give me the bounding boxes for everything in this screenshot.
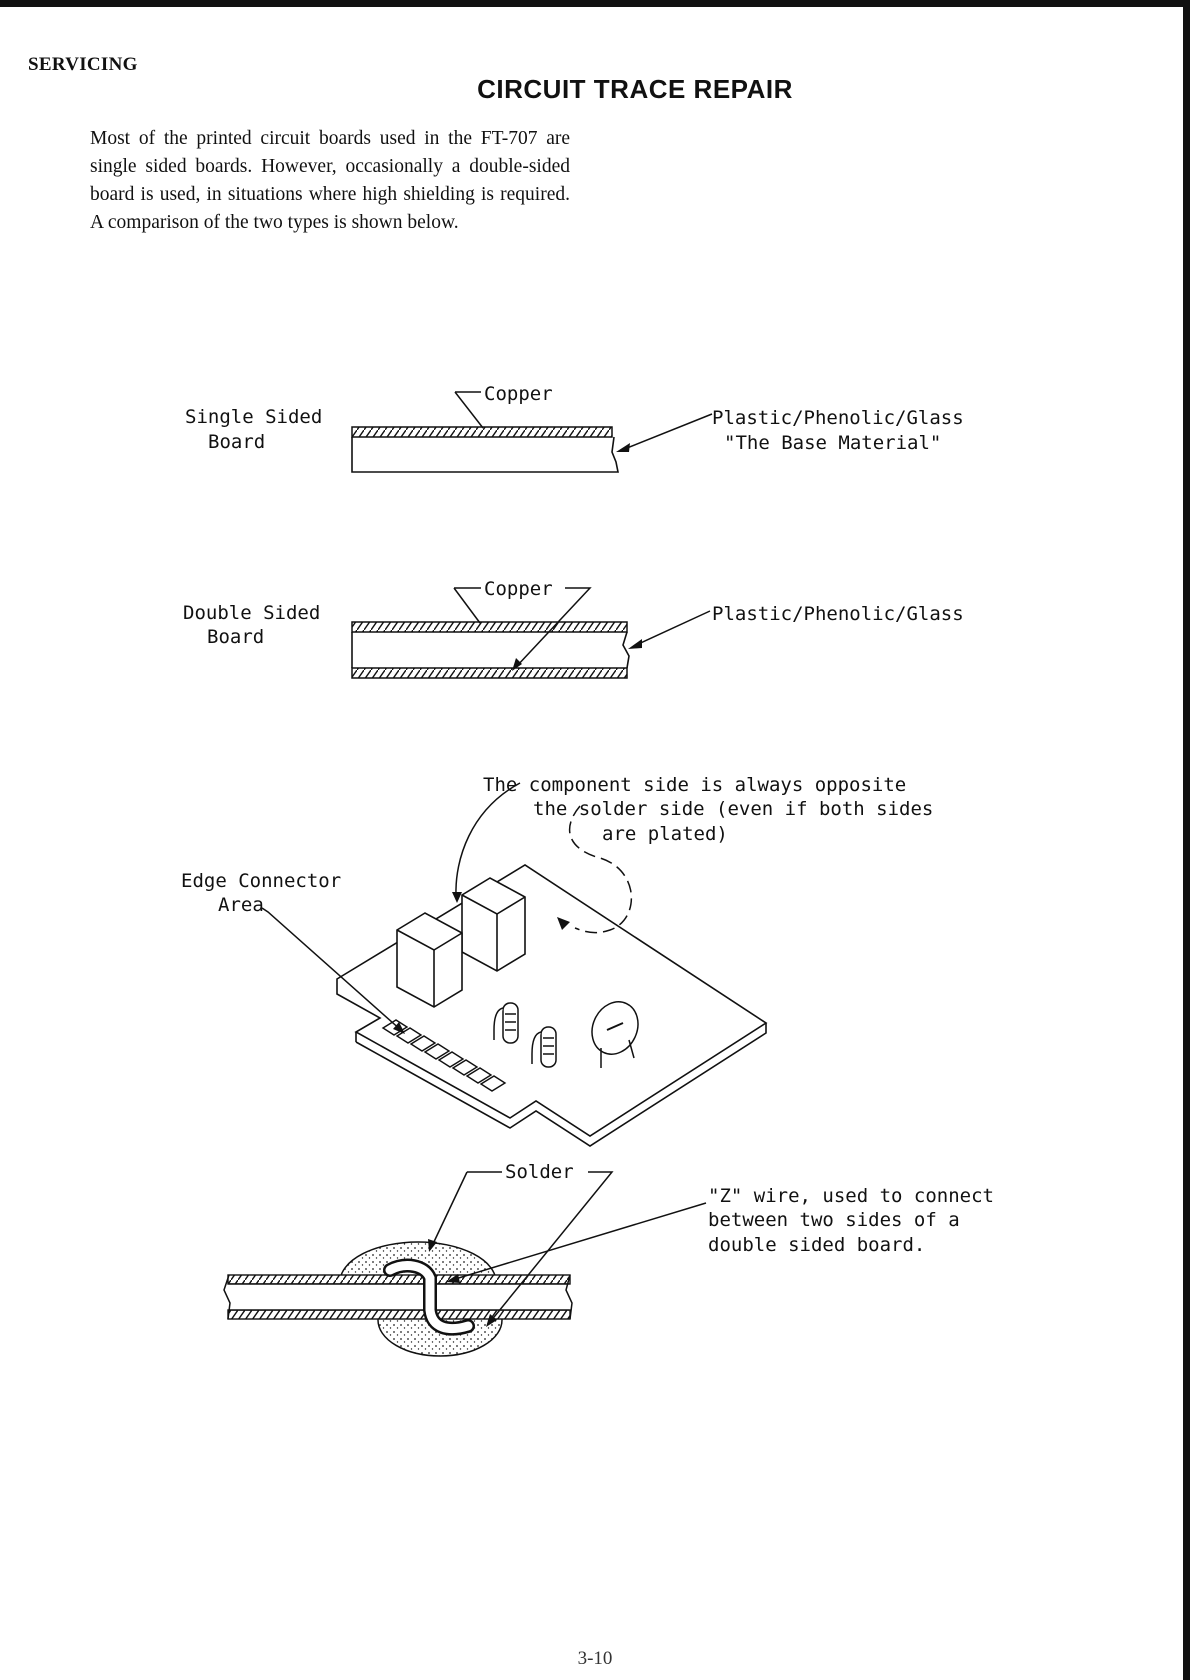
single-sided-figure [185, 383, 964, 472]
base-label-single-2: "The Base Material" [724, 432, 942, 454]
copper-label-single: Copper [484, 383, 553, 405]
z-wire-figure [224, 1161, 994, 1356]
page-title: CIRCUIT TRACE REPAIR [477, 74, 793, 104]
solder-pointer-top [432, 1172, 467, 1246]
board-outline [337, 865, 766, 1136]
single-board-label-1: Single Sided [185, 406, 323, 428]
z-board-top-copper [228, 1275, 570, 1284]
double-copper-top [352, 622, 627, 632]
single-board-label-2: Board [208, 431, 266, 453]
z-board-bottom-copper [228, 1310, 570, 1319]
double-board-label-1: Double Sided [183, 602, 321, 624]
edge-connector-label-2: Area [218, 894, 264, 916]
z-wire-note-3: double sided board. [708, 1234, 926, 1256]
base-label-double: Plastic/Phenolic/Glass [712, 603, 964, 625]
single-base-layer [352, 437, 618, 472]
copper-pointer-single [455, 392, 483, 428]
section-heading: SERVICING [28, 54, 138, 75]
component-note-2: the solder side (even if both sides [533, 798, 934, 820]
solder-label: Solder [505, 1161, 574, 1183]
edge-connector-label-1: Edge Connector [181, 870, 342, 892]
z-wire-note-1: "Z" wire, used to connect [708, 1185, 994, 1207]
component-board-figure [181, 774, 933, 1146]
component-note-3: are plated) [602, 823, 728, 845]
base-label-single-1: Plastic/Phenolic/Glass [712, 407, 964, 429]
double-sided-figure [183, 578, 964, 678]
single-copper-layer [352, 427, 612, 437]
z-wire-pointer [452, 1203, 706, 1280]
double-copper-bottom [352, 668, 627, 678]
intro-paragraph: Most of the printed circuit boards used in the FT-707 are single sided boards. However, occasionally a double-sided board is used, in situations where high shielding is required. A comparison of the two types is shown below. [90, 128, 570, 233]
base-pointer-single [622, 414, 712, 450]
component-note-1: The component side is always opposite [483, 774, 907, 796]
z-wire-note-2: between two sides of a [708, 1209, 960, 1231]
copper-label-double: Copper [484, 578, 553, 600]
copper-pointer-top [454, 588, 480, 623]
page-number: 3-10 [577, 1648, 613, 1669]
base-pointer-double [634, 611, 710, 646]
double-board-label-2: Board [207, 626, 265, 648]
